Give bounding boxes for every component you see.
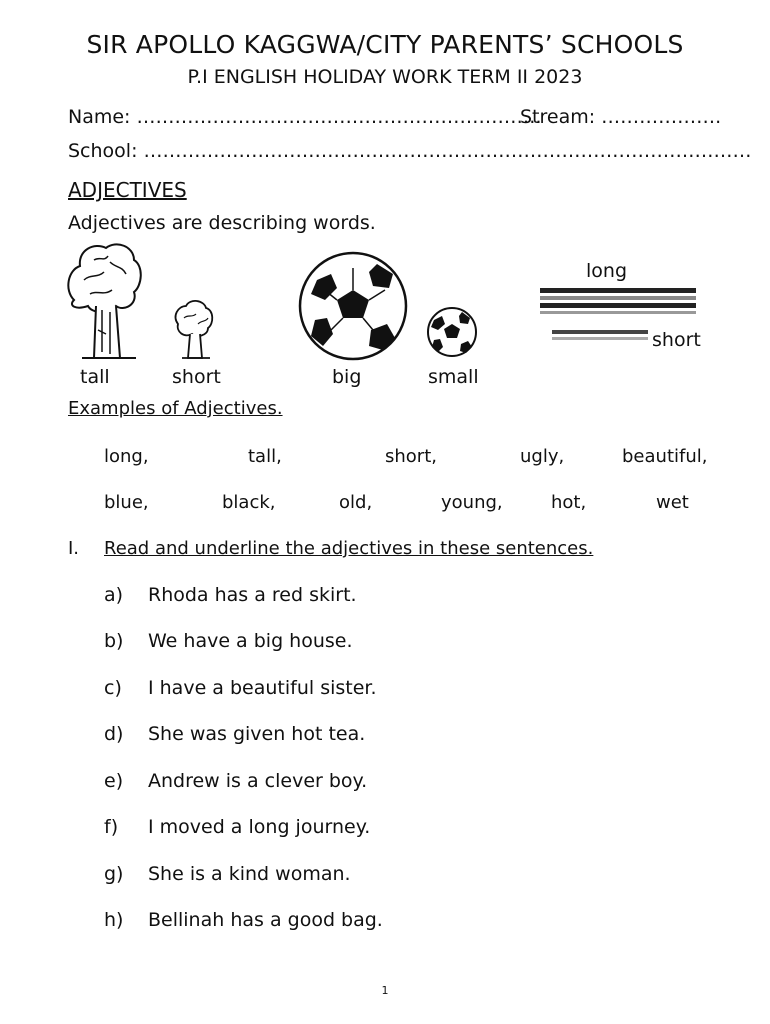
sentence-item (104, 770, 367, 792)
sentence-item (104, 723, 365, 745)
big-label: big (332, 366, 362, 388)
example-word: tall, (248, 446, 282, 467)
example-word: long, (104, 446, 149, 467)
small-ball-illustration (426, 306, 478, 358)
stream-field-line: Stream: ………………. (520, 106, 722, 128)
item-letter: h) (104, 909, 124, 931)
school-field-line: School: …………………………………………………………………………………… (68, 140, 752, 162)
tall-label: tall (80, 366, 110, 388)
section-heading: ADJECTIVES (68, 178, 187, 202)
sentence-item (104, 677, 377, 699)
long-label: long (586, 260, 628, 282)
short-label: short (172, 366, 221, 388)
question-instruction: Read and underline the adjectives in these sentences. (104, 538, 594, 559)
short-line-label: short (652, 329, 701, 351)
sentence-item (104, 816, 370, 838)
item-text: We have a big house. (148, 630, 353, 652)
item-letter: c) (104, 677, 122, 699)
item-text: She is a kind woman. (148, 863, 351, 885)
example-word: black, (222, 492, 276, 513)
example-word: short, (385, 446, 437, 467)
sentence-item (104, 584, 357, 606)
question-number: I. (68, 538, 80, 559)
short-tree-illustration (172, 298, 216, 362)
example-word: young, (441, 492, 503, 513)
big-ball-illustration (297, 250, 409, 362)
item-text: I have a beautiful sister. (148, 677, 377, 699)
example-word: hot, (551, 492, 587, 513)
worksheet-subtitle: P.I ENGLISH HOLIDAY WORK TERM II 2023 (187, 66, 583, 88)
item-letter: a) (104, 584, 124, 606)
sentence-item (104, 909, 383, 931)
example-word: blue, (104, 492, 149, 513)
sentence-item (104, 630, 353, 652)
section-description: Adjectives are describing words. (68, 212, 376, 234)
item-text: I moved a long journey. (148, 816, 371, 838)
item-letter: b) (104, 630, 124, 652)
item-text: She was given hot tea. (148, 723, 366, 745)
example-word: wet (656, 492, 689, 513)
item-letter: e) (104, 770, 124, 792)
item-text: Bellinah has a good bag. (148, 909, 383, 931)
worksheet-title: SIR APOLLO KAGGWA/CITY PARENTS’ SCHOOLS (86, 30, 684, 59)
name-field-line: Name: ………………………………………………………. (68, 106, 542, 128)
tall-tree-illustration (64, 240, 144, 362)
item-letter: d) (104, 723, 124, 745)
item-letter: f) (104, 816, 119, 838)
item-text: Andrew is a clever boy. (148, 770, 368, 792)
sentence-item (104, 863, 351, 885)
small-label: small (428, 366, 479, 388)
item-letter: g) (104, 863, 124, 885)
example-word: old, (339, 492, 373, 513)
item-text: Rhoda has a red skirt. (148, 584, 357, 606)
examples-heading: Examples of Adjectives. (68, 398, 283, 419)
page-number: 1 (381, 984, 389, 997)
example-word: ugly, (520, 446, 565, 467)
example-word: beautiful, (622, 446, 708, 467)
